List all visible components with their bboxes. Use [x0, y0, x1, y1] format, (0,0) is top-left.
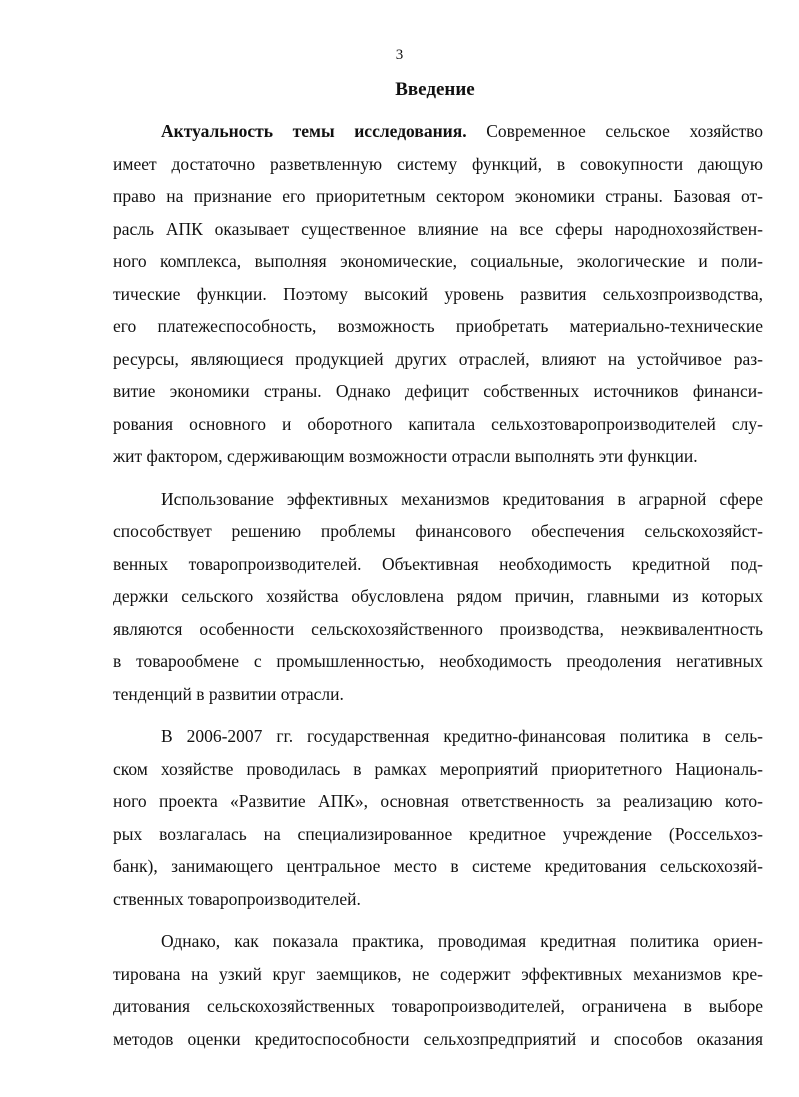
text-line: витие экономики страны. Однако дефицит собственных источников финанси- [113, 381, 763, 401]
text-line: рования основного и оборотного капитала сельхозтоваропроизводителей слу- [113, 413, 763, 434]
text-line: имеет достаточно разветвленную систему функций, в совокупности дающую [113, 153, 763, 174]
text-line: тические функции. Поэтому высокий уровень развития сельхозпроизводства, [113, 283, 763, 304]
section-heading: Введение [395, 79, 475, 100]
text-line: ного проекта «Развитие АПК», основная ответственность за реализацию кото- [113, 791, 763, 811]
text-line: Однако, как показала практика, проводимая кредитная политика ориен- [161, 931, 763, 951]
text-line: являются особенности сельскохозяйственного производства, неэквивалентность [113, 618, 763, 639]
text-line: Использование эффективных механизмов кредитования в аграрной сфере [161, 488, 763, 509]
body-text [113, 115, 763, 1055]
text-line: В 2006-2007 гг. государственная кредитно-финансовая политика в сель- [161, 726, 763, 746]
text-line: в товарообмене с промышленностью, необходимость преодоления негативных [113, 651, 763, 671]
text-line: расль АПК оказывает существенное влияние на все сферы народнохозяйствен- [113, 218, 763, 239]
text-line: его платежеспособность, возможность приобретать материально-технические [113, 316, 763, 336]
paragraph-relevance [113, 115, 763, 473]
text-line: тенденций в развитии отрасли. [113, 683, 344, 704]
text-line: право на признание его приоритетным сектором экономики страны. Базовая от- [113, 186, 763, 206]
paragraph-lead-bold: Актуальность темы исследования. [161, 121, 467, 141]
text-line: ственных товаропроизводителей. [113, 888, 361, 909]
text-line: дитования сельскохозяйственных товаропроизводителей, ограничена в выборе [113, 996, 763, 1016]
text-line: способствует решению проблемы финансового обеспечения сельскохозяйст- [113, 521, 763, 541]
text-line: венных товаропроизводителей. Объективная необходимость кредитной под- [113, 553, 763, 574]
text-line: ного комплекса, выполняя экономические, социальные, экологические и поли- [113, 251, 763, 271]
text-line: ресурсы, являющиеся продукцией других отраслей, влияют на устойчивое раз- [113, 348, 763, 369]
text-line: жит фактором, сдерживающим возможности отрасли выполнять эти функции. [113, 446, 698, 466]
page-number: 3 [395, 47, 404, 63]
paragraph-credit-mechanisms [113, 483, 763, 711]
paragraph-practice [113, 925, 763, 1055]
text-line: банк), занимающего центральное место в системе кредитования сельскохозяй- [113, 856, 763, 876]
text-line-rest: Современное сельское хозяйство [466, 121, 763, 141]
text-line: методов оценки кредитоспособности сельхозпредприятий и способов оказания [113, 1028, 763, 1049]
text-line: рых возлагалась на специализированное кредитное учреждение (Россельхоз- [113, 823, 763, 844]
text-line: ском хозяйстве проводилась в рамках мероприятий приоритетного Националь- [113, 758, 763, 779]
text-line [113, 115, 763, 148]
text-line: держки сельского хозяйства обусловлена рядом причин, главными из которых [113, 586, 763, 606]
paragraph-state-policy [113, 720, 763, 915]
text-line: тирована на узкий круг заемщиков, не содержит эффективных механизмов кре- [113, 963, 763, 984]
